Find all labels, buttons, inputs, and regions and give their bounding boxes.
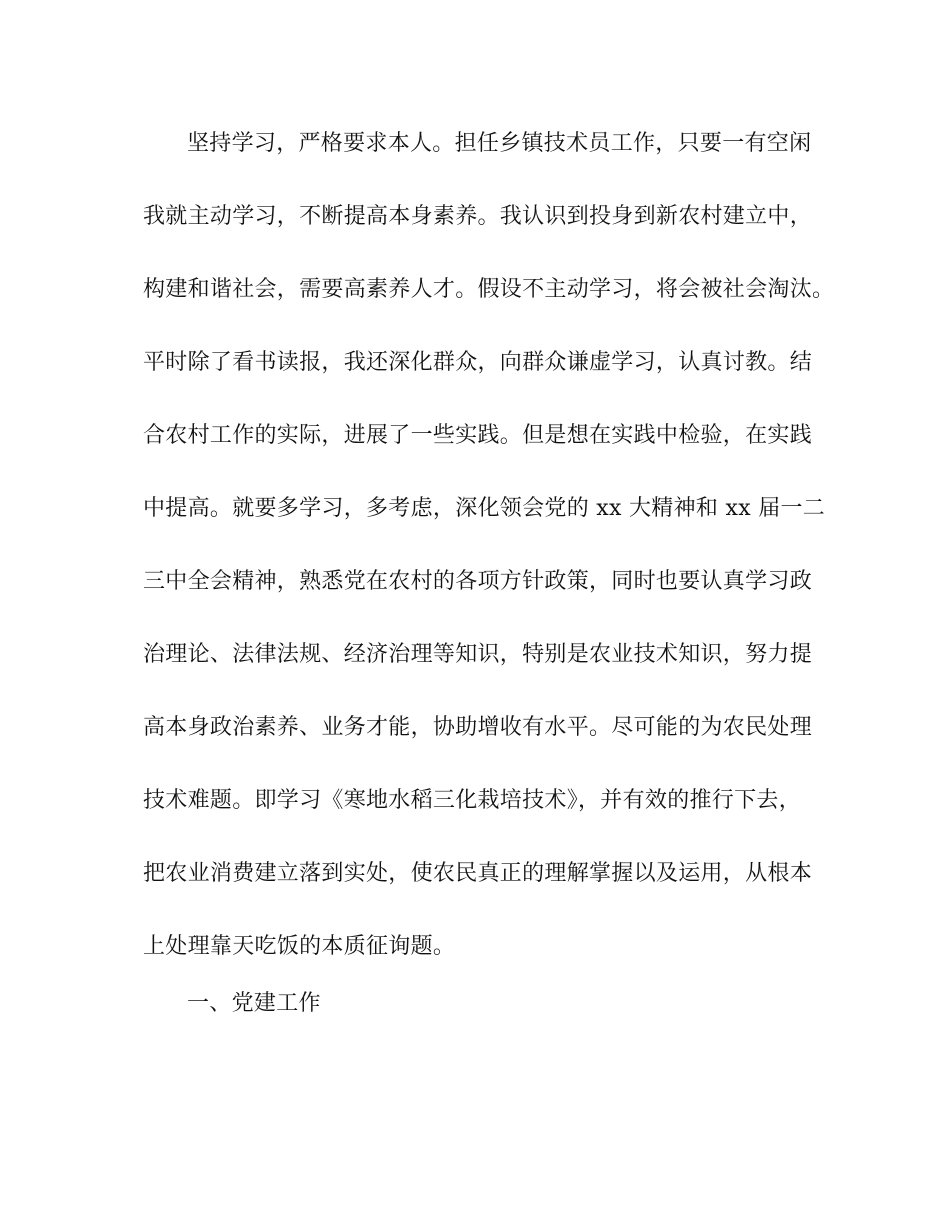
paragraph-line: 构建和谐社会，需要高素养人才。假设不主动学习，将会被社会淘汰。 xyxy=(143,277,835,302)
section-heading: 一、党建工作 xyxy=(187,991,321,1016)
paragraph-line: 平时除了看书读报，我还深化群众，向群众谦虚学习，认真讨教。结 xyxy=(143,350,813,375)
paragraph-line: 我就主动学习，不断提高本身素养。我认识到投身到新农村建立中， xyxy=(143,204,813,229)
paragraph-line: 高本身政治素养、业务才能，协助增收有水平。尽可能的为农民处理 xyxy=(143,715,813,740)
paragraph-line: 三中全会精神，熟悉党在农村的各项方针政策，同时也要认真学习政 xyxy=(143,569,813,594)
paragraph-line: 中提高。就要多学习，多考虑，深化领会党的 xx 大精神和 xx 届一二 xyxy=(143,496,826,521)
paragraph-line: 合农村工作的实际，进展了一些实践。但是想在实践中检验，在实践 xyxy=(143,423,813,448)
paragraph-line: 上处理靠天吃饭的本质征询题。 xyxy=(143,934,456,959)
paragraph-line: 坚持学习，严格要求本人。担任乡镇技术员工作，只要一有空闲 xyxy=(187,131,812,156)
paragraph-line: 把农业消费建立落到实处，使农民真正的理解掌握以及运用，从根本 xyxy=(143,861,813,886)
paragraph-line: 技术难题。即学习《寒地水稻三化栽培技术》，并有效的推行下去， xyxy=(143,788,802,813)
paragraph-line: 治理论、法律法规、经济治理等知识，特别是农业技术知识，努力提 xyxy=(143,642,813,667)
